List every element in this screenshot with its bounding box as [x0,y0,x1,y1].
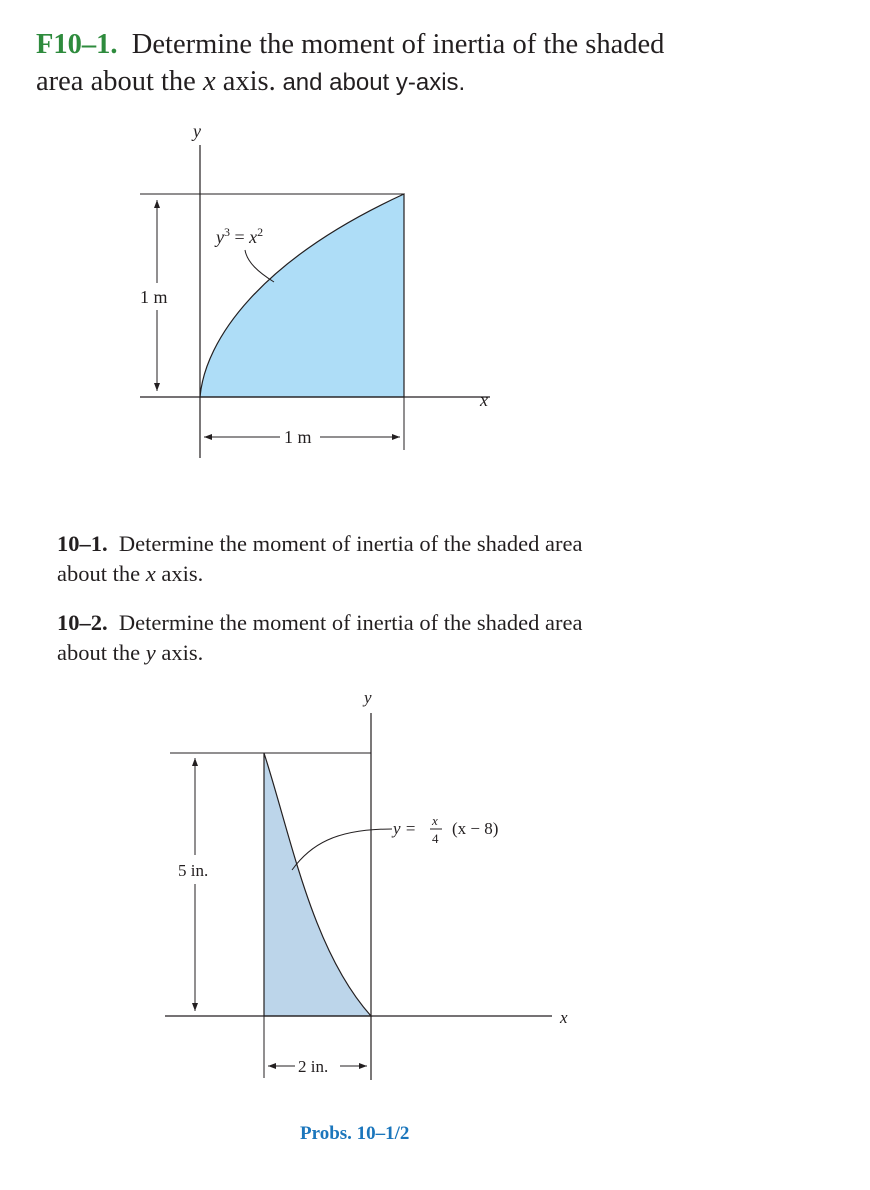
variable-x: x [145,561,156,586]
y-axis-label: y [193,121,201,141]
height-dimension-label: 1 m [140,287,168,307]
statement-text: Determine the moment of inertia of the shaded area [118,610,583,635]
y-axis-label: y [364,688,372,707]
statement-text: axis. [215,66,276,97]
x-axis-label: x [560,1008,568,1027]
statement-text: area about the [36,66,203,97]
statement-text: Determine the moment of inertia of the shaded area [118,531,583,556]
curve-equation-lhs: y = [393,819,417,838]
fraction-numerator: x [432,813,438,828]
equation-part: y [216,227,224,247]
leader-line [292,829,392,870]
equation-exponent: 2 [257,225,264,239]
statement-text: axis. [155,561,204,586]
statement-text: axis. [155,640,204,665]
x-axis-label: x [480,390,488,410]
height-dimension-label: 5 in. [178,861,209,880]
problem-number: 10–1. [57,531,108,556]
shaded-area [264,753,371,1016]
variable-y: y [145,640,156,665]
equation-part: x [249,227,258,247]
problem-number: 10–2. [57,610,108,635]
curve-equation-rhs: (x − 8) [452,819,499,838]
statement-text: about the [57,561,146,586]
statement-text: about the [57,640,146,665]
width-dimension-label: 2 in. [298,1057,329,1076]
equation-exponent: 3 [224,225,230,239]
width-dimension-label: 1 m [284,427,312,447]
equation-part: = [230,227,250,247]
figure-caption: Probs. 10–1/2 [300,1123,410,1144]
handwritten-addition: and about y-axis. [275,69,466,96]
fraction-denominator: 4 [432,831,439,846]
statement-text: Determine the moment of inertia of the shaded [131,29,665,60]
variable-x: x [202,66,216,97]
problem-number: F10–1. [36,29,118,60]
